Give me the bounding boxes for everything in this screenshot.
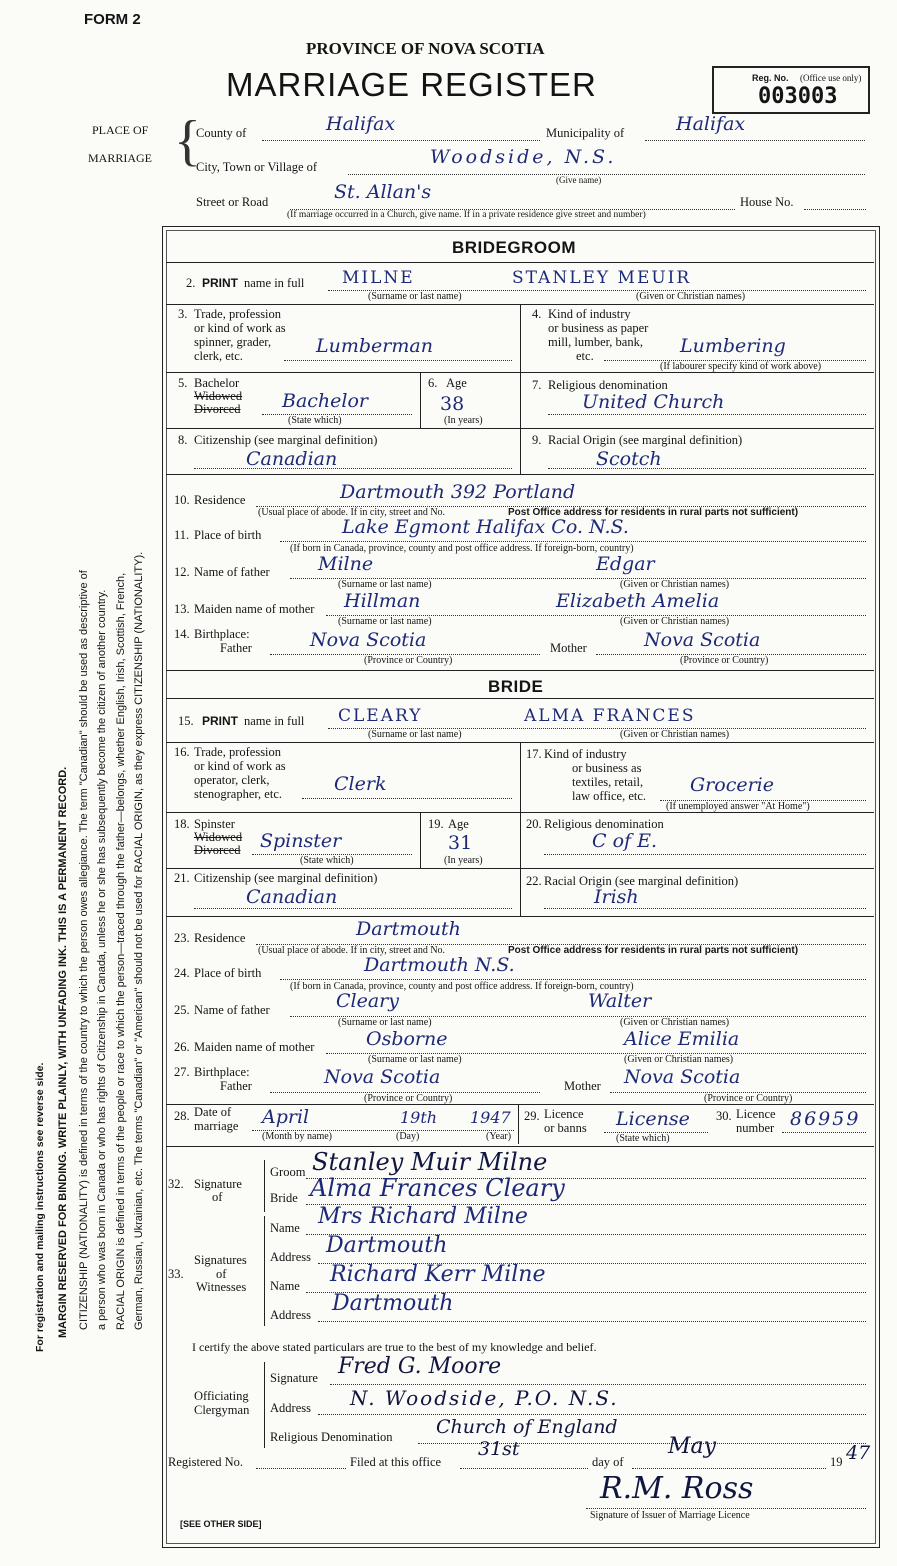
- f30-l2: number: [736, 1121, 775, 1135]
- f22-num: 22.: [526, 874, 542, 888]
- groom-father-birthplace: Nova Scotia: [310, 629, 427, 651]
- licence-or-banns: License: [616, 1108, 690, 1130]
- w1-name-label: Name: [270, 1221, 300, 1235]
- marriage-month: April: [262, 1106, 310, 1128]
- f14-prov-note-2: (Province or Country): [680, 655, 769, 666]
- f16-l3: operator, clerk,: [194, 773, 270, 787]
- f28-l2: marriage: [194, 1119, 239, 1133]
- w2-address-label: Address: [270, 1308, 311, 1322]
- f4-l1: Kind of industry: [548, 307, 631, 321]
- f6-l1: Age: [446, 376, 467, 390]
- margin-binding: MARGIN RESERVED FOR BINDING. WRITE PLAINLY, WITH UNFADING INK. THIS IS A PERMANENT RECORD.: [57, 766, 69, 1338]
- f20-l1: Religious denomination: [544, 817, 664, 831]
- margin-racial-1: RACIAL ORIGIN is defined in terms of the people or race to which the person—traced through the father—belongs, whether English, Irish, Scottish, French,: [115, 572, 127, 1330]
- filed-label: Filed at this office: [350, 1455, 442, 1469]
- groom-surname: MILNE: [342, 268, 415, 288]
- clergy-label-1: Officiating: [194, 1389, 249, 1403]
- f5-l2: Widowed: [194, 389, 243, 403]
- f29-l2: or banns: [544, 1121, 587, 1135]
- f28-num: 28.: [174, 1109, 190, 1123]
- f16-l2: or kind of work as: [194, 759, 286, 773]
- f29-l1: Licence: [544, 1107, 584, 1121]
- f25-l1: Name of father: [194, 1003, 270, 1017]
- f32-num: 32.: [168, 1177, 184, 1191]
- f7-l1: Religious denomination: [548, 378, 668, 392]
- bride-citizenship: Canadian: [246, 886, 338, 908]
- f27-l1: Birthplace:: [194, 1065, 250, 1079]
- groom-father-surname: Milne: [318, 553, 374, 575]
- f24-num: 24.: [174, 966, 190, 980]
- year-prefix: 19: [830, 1455, 843, 1469]
- f15-print: PRINT: [202, 714, 238, 728]
- bride-surname: CLEARY: [338, 706, 423, 726]
- bride-father-birthplace: Nova Scotia: [324, 1066, 441, 1088]
- f16-l4: stenographer, etc.: [194, 787, 283, 801]
- witness2-address: Dartmouth: [332, 1291, 454, 1316]
- f14-l2: Father: [220, 641, 252, 655]
- f5-num: 5.: [178, 376, 188, 390]
- f16-l1: Trade, profession: [194, 745, 282, 759]
- f12-l1: Name of father: [194, 565, 270, 579]
- f6-num: 6.: [428, 376, 438, 390]
- f10-num: 10.: [174, 493, 190, 507]
- county-value: Halifax: [326, 113, 396, 135]
- f3-l4: clerk, etc.: [194, 349, 243, 363]
- f12-s-note: (Surname or last name): [338, 579, 432, 590]
- f9-num: 9.: [532, 433, 542, 447]
- f5-l3: Divorced: [194, 402, 241, 416]
- f25-num: 25.: [174, 1003, 190, 1017]
- f4-l4: etc.: [576, 349, 594, 363]
- bride-status: Spinster: [260, 830, 342, 852]
- f16-num: 16.: [174, 745, 190, 759]
- groom-mother-surname: Hillman: [344, 590, 421, 612]
- groom-birthplace: Lake Egmont Halifax Co. N.S.: [342, 516, 629, 538]
- bride-given: ALMA FRANCES: [524, 706, 696, 726]
- registered-label: Registered No.: [168, 1455, 243, 1469]
- f2-print: PRINT: [202, 276, 238, 290]
- f26-s-note: (Surname or last name): [368, 1054, 462, 1065]
- province-title: PROVINCE OF NOVA SCOTIA: [306, 39, 545, 58]
- f14-l1: Birthplace:: [194, 627, 250, 641]
- groom-industry: Lumbering: [680, 335, 786, 357]
- f17-l2: or business as: [572, 761, 642, 775]
- certify-statement: I certify the above stated particulars are true to the best of my knowledge and belief.: [192, 1340, 597, 1354]
- f14-prov-note: (Province or Country): [364, 655, 453, 666]
- f18-l1: Spinster: [194, 817, 235, 831]
- marriage-day: 19th: [400, 1108, 438, 1127]
- bride-mother-given: Alice Emilia: [624, 1028, 740, 1050]
- f17-l4: law office, etc.: [572, 789, 647, 803]
- reg-no-box: [712, 66, 870, 114]
- f26-l1: Maiden name of mother: [194, 1040, 315, 1054]
- f28-month-note: (Month by name): [262, 1131, 332, 1142]
- f11-note: (If born in Canada, province, county and post office address. If foreign-born, country): [290, 543, 634, 554]
- f19-note: (In years): [444, 855, 483, 866]
- bride-father-given: Walter: [588, 990, 652, 1012]
- groom-residence: Dartmouth 392 Portland: [340, 481, 576, 503]
- county-label: County of: [196, 126, 247, 140]
- f15-surname-note: (Surname or last name): [368, 729, 462, 740]
- bridegroom-heading: BRIDEGROOM: [452, 238, 576, 257]
- f6-note: (In years): [444, 415, 483, 426]
- f32-l2: of: [212, 1190, 223, 1204]
- bride-trade: Clerk: [334, 773, 387, 795]
- reg-no-value: 003003: [758, 84, 838, 109]
- f30-num: 30.: [716, 1109, 732, 1123]
- f8-num: 8.: [178, 433, 188, 447]
- groom-citizenship: Canadian: [246, 448, 338, 470]
- clergy-addr-label: Address: [270, 1401, 311, 1415]
- f27-num: 27.: [174, 1065, 190, 1079]
- w2-name-label: Name: [270, 1279, 300, 1293]
- margin-racial-2: German, Russian, Ukrainian, etc. The terms "Canadian" or "American" should not be used for RACIAL ORIGIN, as they express CITIZENSHIP (NATIONALITY).: [133, 551, 145, 1330]
- bride-signature: Alma Frances Cleary: [310, 1174, 565, 1202]
- reg-no-label: Reg. No.: [752, 73, 789, 83]
- f27-mother-label: Mother: [564, 1079, 601, 1093]
- f3-l1: Trade, profession: [194, 307, 282, 321]
- place-brace: {: [174, 110, 201, 172]
- groom-religion: United Church: [582, 391, 725, 413]
- groom-trade: Lumberman: [316, 335, 433, 357]
- issuer-signature: R.M. Ross: [600, 1471, 754, 1506]
- f24-note: (If born in Canada, province, county and post office address. If foreign-born, country): [290, 981, 634, 992]
- clergy-address: N. Woodside, P.O. N.S.: [350, 1386, 619, 1410]
- f13-num: 13.: [174, 602, 190, 616]
- f12-num: 12.: [174, 565, 190, 579]
- f23-num: 23.: [174, 931, 190, 945]
- bride-religion: C of E.: [592, 830, 657, 852]
- f17-note: (If unemployed answer "At Home"): [666, 801, 810, 812]
- f26-num: 26.: [174, 1040, 190, 1054]
- f10-note: (Usual place of abode. If in city, street and No.: [258, 507, 446, 518]
- bride-racial: Irish: [594, 886, 639, 908]
- f27-prov-note: (Province or Country): [364, 1093, 453, 1104]
- f28-year-note: (Year): [486, 1131, 512, 1142]
- f23-note: (Usual place of abode. If in city, street and No.: [258, 945, 446, 956]
- w1-address-label: Address: [270, 1250, 311, 1264]
- f29-note: (State which): [616, 1133, 670, 1144]
- street-label: Street or Road: [196, 195, 269, 209]
- street-value: St. Allan's: [334, 181, 432, 203]
- f32-l1: Signature: [194, 1177, 242, 1191]
- f33-num: 33.: [168, 1267, 184, 1281]
- f4-l2: or business as paper: [548, 321, 649, 335]
- f8-l1: Citizenship (see marginal definition): [194, 433, 378, 447]
- f18-num: 18.: [174, 817, 190, 831]
- f3-l2: or kind of work as: [194, 321, 286, 335]
- marriage-label: MARRIAGE: [88, 151, 153, 165]
- groom-sig-label: Groom: [270, 1165, 306, 1179]
- filed-month: May: [668, 1434, 717, 1459]
- f28-day-note: (Day): [396, 1131, 420, 1142]
- house-label: House No.: [740, 195, 794, 209]
- groom-mother-given: Elizabeth Amelia: [556, 590, 720, 612]
- f17-l1: Kind of industry: [544, 747, 627, 761]
- city-value: Woodside, N.S.: [430, 146, 617, 168]
- f33-l2: of: [216, 1267, 227, 1281]
- f4-num: 4.: [532, 307, 542, 321]
- f7-num: 7.: [532, 378, 542, 392]
- groom-mother-birthplace: Nova Scotia: [644, 629, 761, 651]
- groom-signature: Stanley Muir Milne: [312, 1148, 548, 1176]
- bride-mother-birthplace: Nova Scotia: [624, 1066, 741, 1088]
- f22-l1: Racial Origin (see marginal definition): [544, 874, 739, 888]
- f4-l3: mill, lumber, bank,: [548, 335, 643, 349]
- f15-num: 15.: [178, 714, 194, 728]
- bride-mother-surname: Osborne: [366, 1028, 448, 1050]
- bride-birthplace: Dartmouth N.S.: [364, 954, 515, 976]
- f5-note: (State which): [288, 415, 342, 426]
- f11-num: 11.: [174, 528, 190, 542]
- groom-racial: Scotch: [596, 448, 662, 470]
- f20-num: 20.: [526, 817, 542, 831]
- f13-s-note: (Surname or last name): [338, 616, 432, 627]
- bride-heading: BRIDE: [488, 677, 544, 696]
- f33-l3: Witnesses: [196, 1280, 247, 1294]
- f24-l1: Place of birth: [194, 966, 262, 980]
- issuer-note: Signature of Issuer of Marriage Licence: [590, 1510, 750, 1521]
- f2-label: name in full: [244, 276, 305, 290]
- see-other-side: [SEE OTHER SIDE]: [180, 1519, 262, 1529]
- f3-num: 3.: [178, 307, 188, 321]
- f15-given-note: (Given or Christian names): [620, 729, 730, 740]
- f3-l3: spinner, grader,: [194, 335, 272, 349]
- street-note: (If marriage occurred in a Church, give name. If in a private residence give street and number): [287, 210, 646, 220]
- f21-num: 21.: [174, 871, 190, 885]
- f12-g-note: (Given or Christian names): [620, 579, 730, 590]
- bride-industry: Grocerie: [690, 774, 774, 796]
- filed-year: 47: [846, 1442, 871, 1464]
- f13-g-note: (Given or Christian names): [620, 616, 730, 627]
- f14-mother-label: Mother: [550, 641, 587, 655]
- clergy-sig-label: Signature: [270, 1371, 318, 1385]
- municipality-value: Halifax: [676, 113, 746, 135]
- margin-instructions: For registration and mailing instructions see reverse side.: [34, 1062, 46, 1352]
- licence-number: 86959: [790, 1108, 861, 1130]
- f13-l1: Maiden name of mother: [194, 602, 315, 616]
- f23-l1: Residence: [194, 931, 246, 945]
- f15-label: name in full: [244, 714, 305, 728]
- margin-citizenship-1: CITIZENSHIP (NATIONALITY) is defined in terms of the country to which the person owes allegiance. The term "Canadian" should be used as descriptive of: [78, 570, 90, 1330]
- f18-note: (State which): [300, 855, 354, 866]
- f19-l1: Age: [448, 817, 469, 831]
- groom-age: 38: [440, 393, 465, 415]
- marriage-year: 1947: [470, 1108, 511, 1127]
- municipality-label: Municipality of: [546, 126, 625, 140]
- witness1-name: Mrs Richard Milne: [318, 1204, 528, 1229]
- f4-note: (If labourer specify kind of work above): [660, 361, 822, 372]
- margin-citizenship-2: a person who was born in Canada or who has rights of Citizenship in Canada, unless he or she has subsequently become the citizen of another country.: [96, 589, 108, 1330]
- bride-father-surname: Cleary: [336, 990, 400, 1012]
- f27-l2: Father: [220, 1079, 252, 1093]
- f28-l1: Date of: [194, 1105, 232, 1119]
- groom-father-given: Edgar: [596, 553, 655, 575]
- groom-status: Bachelor: [282, 390, 369, 412]
- witness1-address: Dartmouth: [326, 1233, 448, 1258]
- f26-g-note: (Given or Christian names): [624, 1054, 734, 1065]
- filed-day: 31st: [478, 1438, 520, 1460]
- day-of-label: day of: [592, 1455, 624, 1469]
- f17-l3: textiles, retail,: [572, 775, 644, 789]
- f10-note-b: Post Office address for residents in rural parts not sufficient): [508, 507, 799, 518]
- bride-age: 31: [448, 832, 473, 854]
- clergy-den-label: Religious Denomination: [270, 1430, 393, 1444]
- f30-l1: Licence: [736, 1107, 776, 1121]
- f25-g-note: (Given or Christian names): [620, 1017, 730, 1028]
- f10-l1: Residence: [194, 493, 246, 507]
- bride-sig-label: Bride: [270, 1191, 298, 1205]
- f14-num: 14.: [174, 627, 190, 641]
- f29-num: 29.: [524, 1109, 540, 1123]
- f27-prov-note-2: (Province or Country): [704, 1093, 793, 1104]
- f21-l1: Citizenship (see marginal definition): [194, 871, 378, 885]
- bride-residence: Dartmouth: [356, 918, 461, 940]
- f23-note-b: Post Office address for residents in rural parts not sufficient): [508, 945, 799, 956]
- f9-l1: Racial Origin (see marginal definition): [548, 433, 743, 447]
- f33-l1: Signatures: [194, 1253, 247, 1267]
- witness2-name: Richard Kerr Milne: [330, 1262, 546, 1287]
- page-title: MARRIAGE REGISTER: [226, 66, 597, 103]
- f17-num: 17.: [526, 747, 542, 761]
- f5-l1: Bachelor: [194, 376, 240, 390]
- f18-l3: Divorced: [194, 843, 241, 857]
- place-of-label: PLACE OF: [92, 123, 149, 137]
- f11-l1: Place of birth: [194, 528, 262, 542]
- form-number: FORM 2: [84, 11, 141, 28]
- clergy-denomination: Church of England: [436, 1416, 618, 1438]
- clergy-signature: Fred G. Moore: [338, 1354, 502, 1379]
- give-name-note: (Give name): [556, 175, 602, 185]
- clergy-label-2: Clergyman: [194, 1403, 250, 1417]
- f25-s-note: (Surname or last name): [338, 1017, 432, 1028]
- groom-given: STANLEY MEUIR: [512, 268, 692, 288]
- city-label: City, Town or Village of: [196, 160, 318, 174]
- f2-num: 2.: [186, 276, 196, 290]
- f19-num: 19.: [428, 817, 444, 831]
- f2-surname-note: (Surname or last name): [368, 291, 462, 302]
- reg-no-note: (Office use only): [800, 73, 862, 83]
- f18-l2: Widowed: [194, 830, 243, 844]
- f2-given-note: (Given or Christian names): [636, 291, 746, 302]
